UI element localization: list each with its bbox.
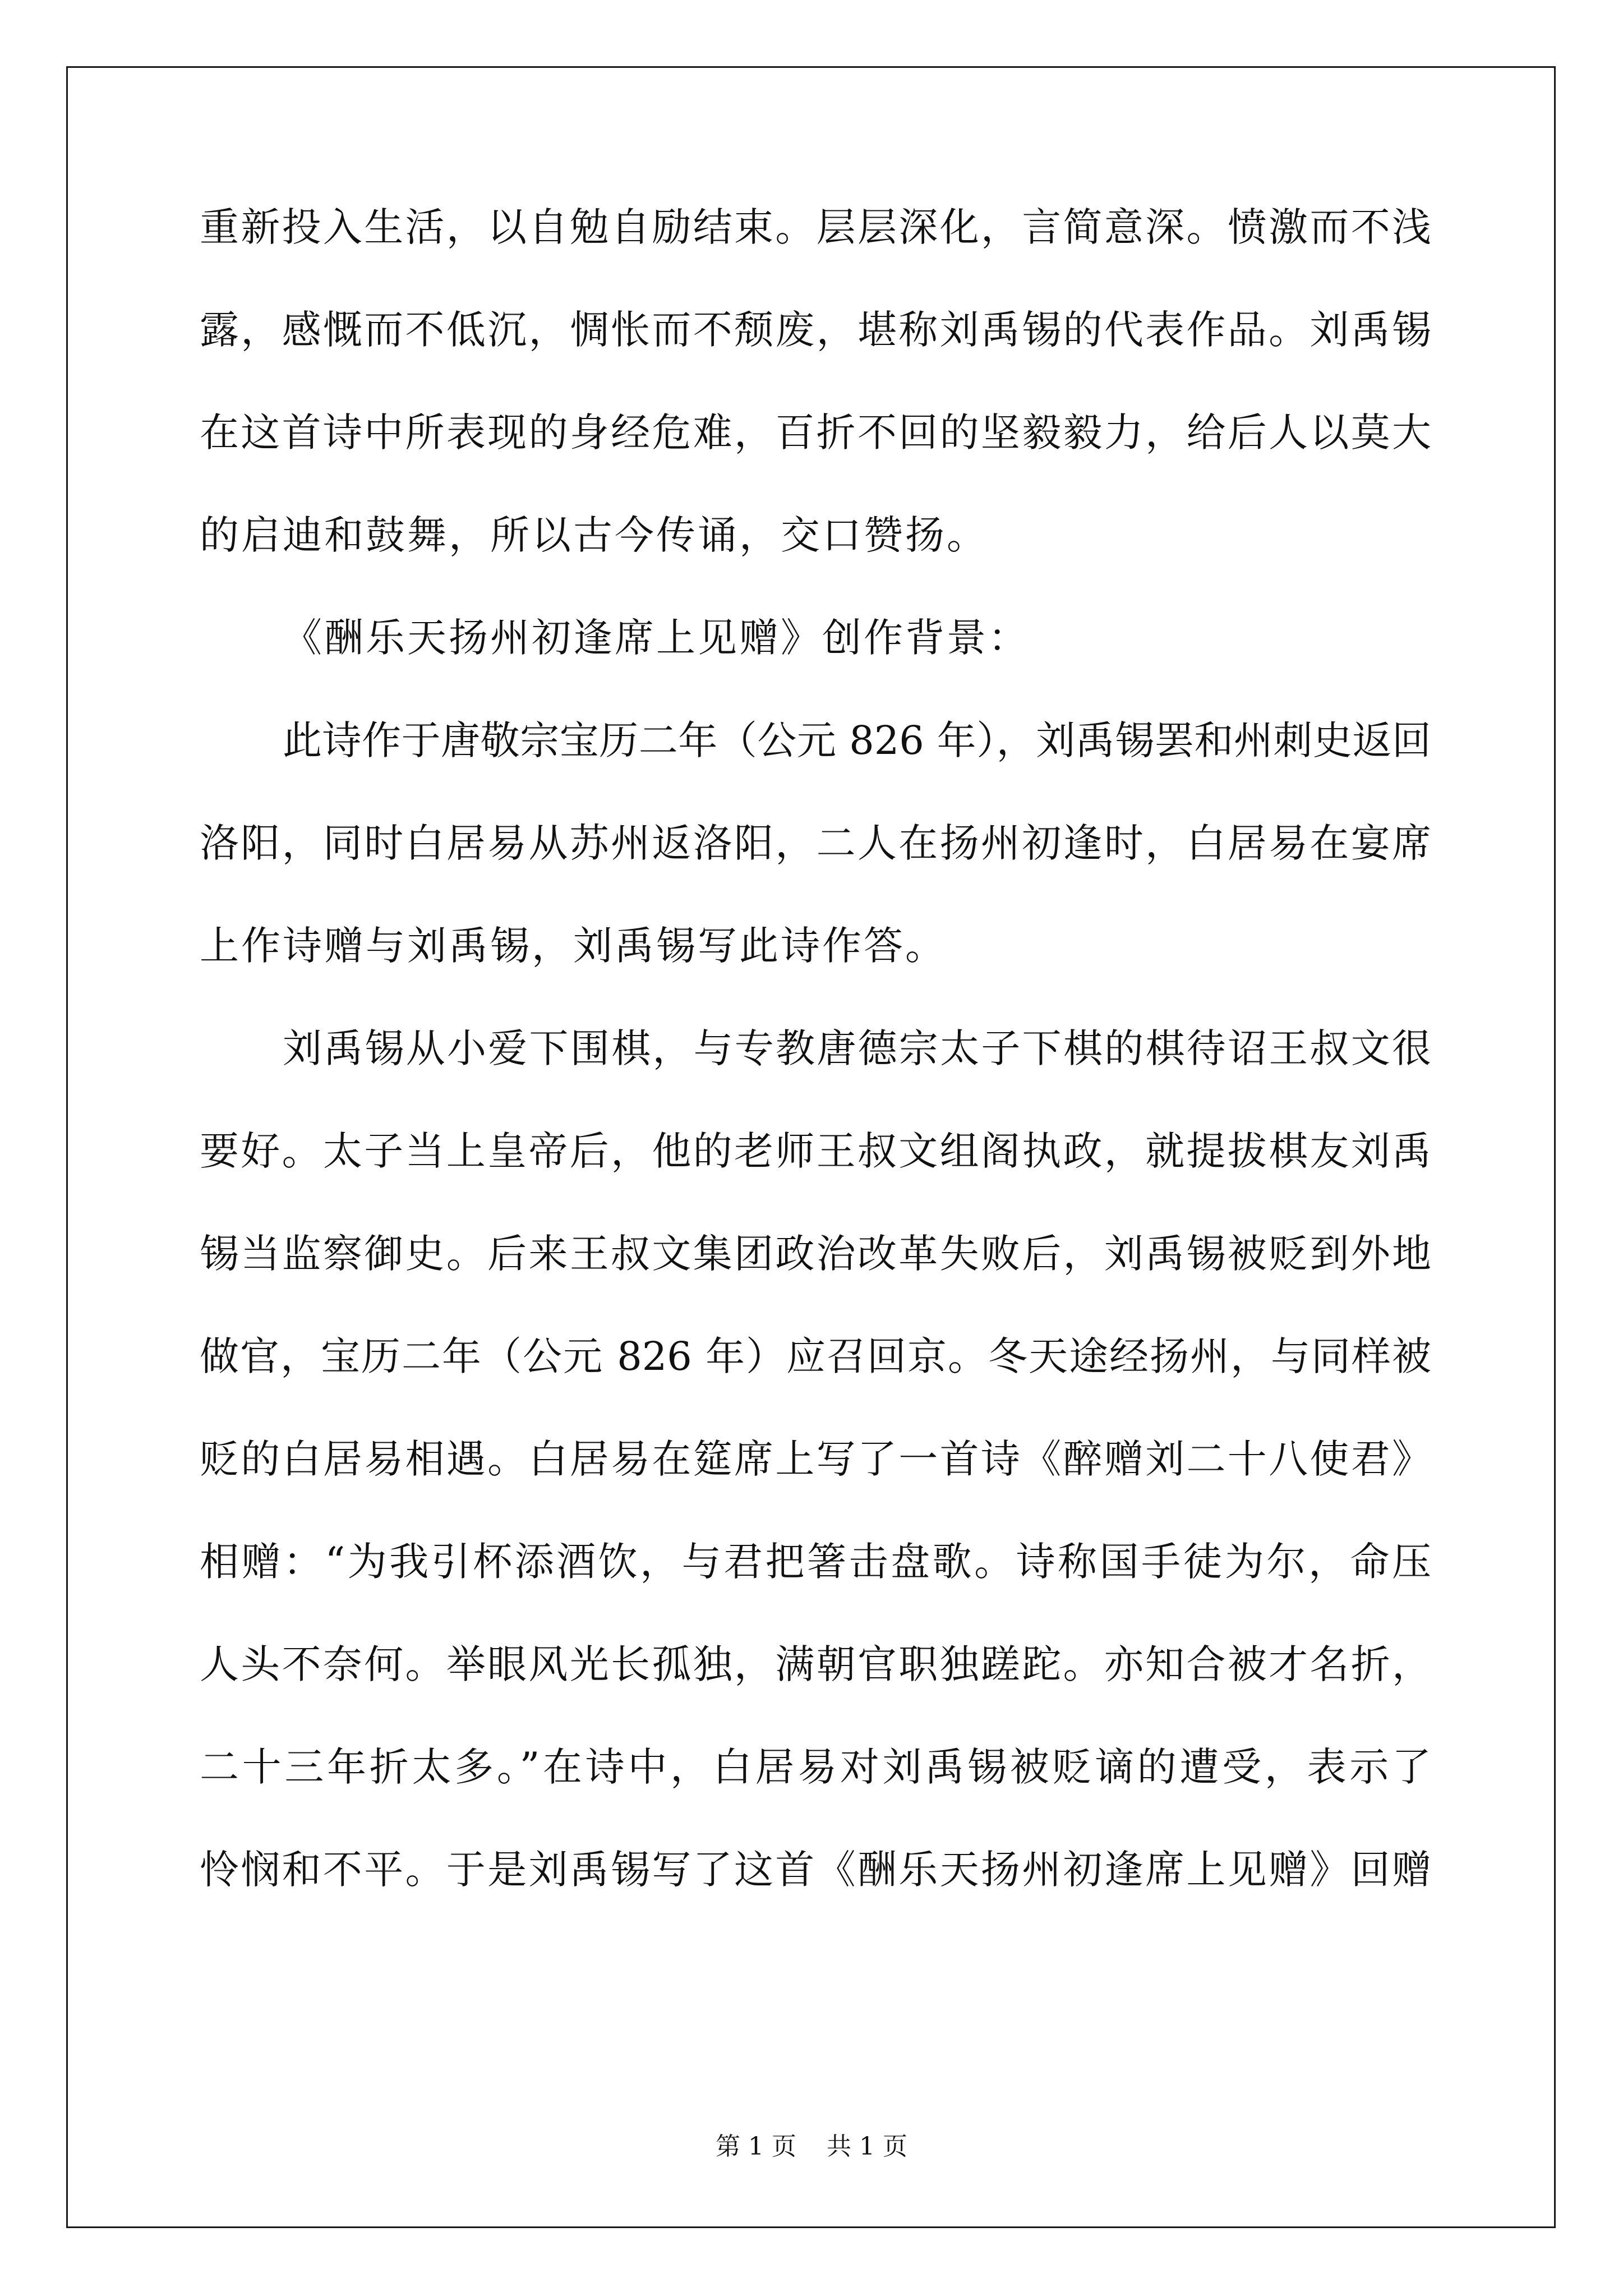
text-line: 怜悯和不平。于是刘禹锡写了这首《酬乐天扬州初逢席上见赠》回赠 <box>200 1847 1431 1893</box>
text-line: 刘禹锡从小爱下围棋，与专教唐德宗太子下棋的棋待诏王叔文很 <box>283 1025 1431 1071</box>
text-line: 要好。太子当上皇帝后，他的老师王叔文组阁执政，就提拔棋友刘禹 <box>200 1128 1431 1174</box>
text-line: 锡当监察御史。后来王叔文集团政治改革失败后，刘禹锡被贬到外地 <box>200 1231 1431 1277</box>
page-number: 第 1 页 <box>716 2132 796 2161</box>
text-line: 相赠：“为我引杯添酒饮，与君把箸击盘歌。诗称国手徒为尔，命压 <box>200 1539 1431 1585</box>
page-footer <box>0 2134 1623 2159</box>
text-line: 露，感慨而不低沉，惆怅而不颓废，堪称刘禹锡的代表作品。刘禹锡 <box>200 307 1431 353</box>
text-line: 的启迪和鼓舞，所以古今传诵，交口赞扬。 <box>200 512 988 558</box>
section-heading: 《酬乐天扬州初逢席上见赠》创作背景： <box>283 615 1030 661</box>
text-line: 做官，宝历二年（公元 826 年）应召回京。冬天途经扬州，与同样被 <box>200 1333 1431 1379</box>
text-line: 二十三年折太多。”在诗中，白居易对刘禹锡被贬谪的遭受，表示了 <box>200 1744 1431 1790</box>
text-line: 此诗作于唐敬宗宝历二年（公元 826 年），刘禹锡罢和州刺史返回 <box>283 717 1431 763</box>
text-line: 贬的白居易相遇。白居易在筵席上写了一首诗《醉赠刘二十八使君》 <box>200 1436 1431 1482</box>
text-line: 人头不奈何。举眼风光长孤独，满朝官职独蹉跎。亦知合被才名折， <box>200 1641 1431 1687</box>
text-line: 在这首诗中所表现的身经危难，百折不回的坚毅毅力，给后人以莫大 <box>200 409 1431 455</box>
text-line: 上作诗赠与刘禹锡，刘禹锡写此诗作答。 <box>200 923 947 969</box>
text-line: 重新投入生活，以自勉自励结束。层层深化，言简意深。愤激而不浅 <box>200 204 1431 250</box>
page-total: 共 1 页 <box>827 2132 907 2161</box>
text-line: 洛阳，同时白居易从苏州返洛阳，二人在扬州初逢时，白居易在宴席 <box>200 820 1431 866</box>
